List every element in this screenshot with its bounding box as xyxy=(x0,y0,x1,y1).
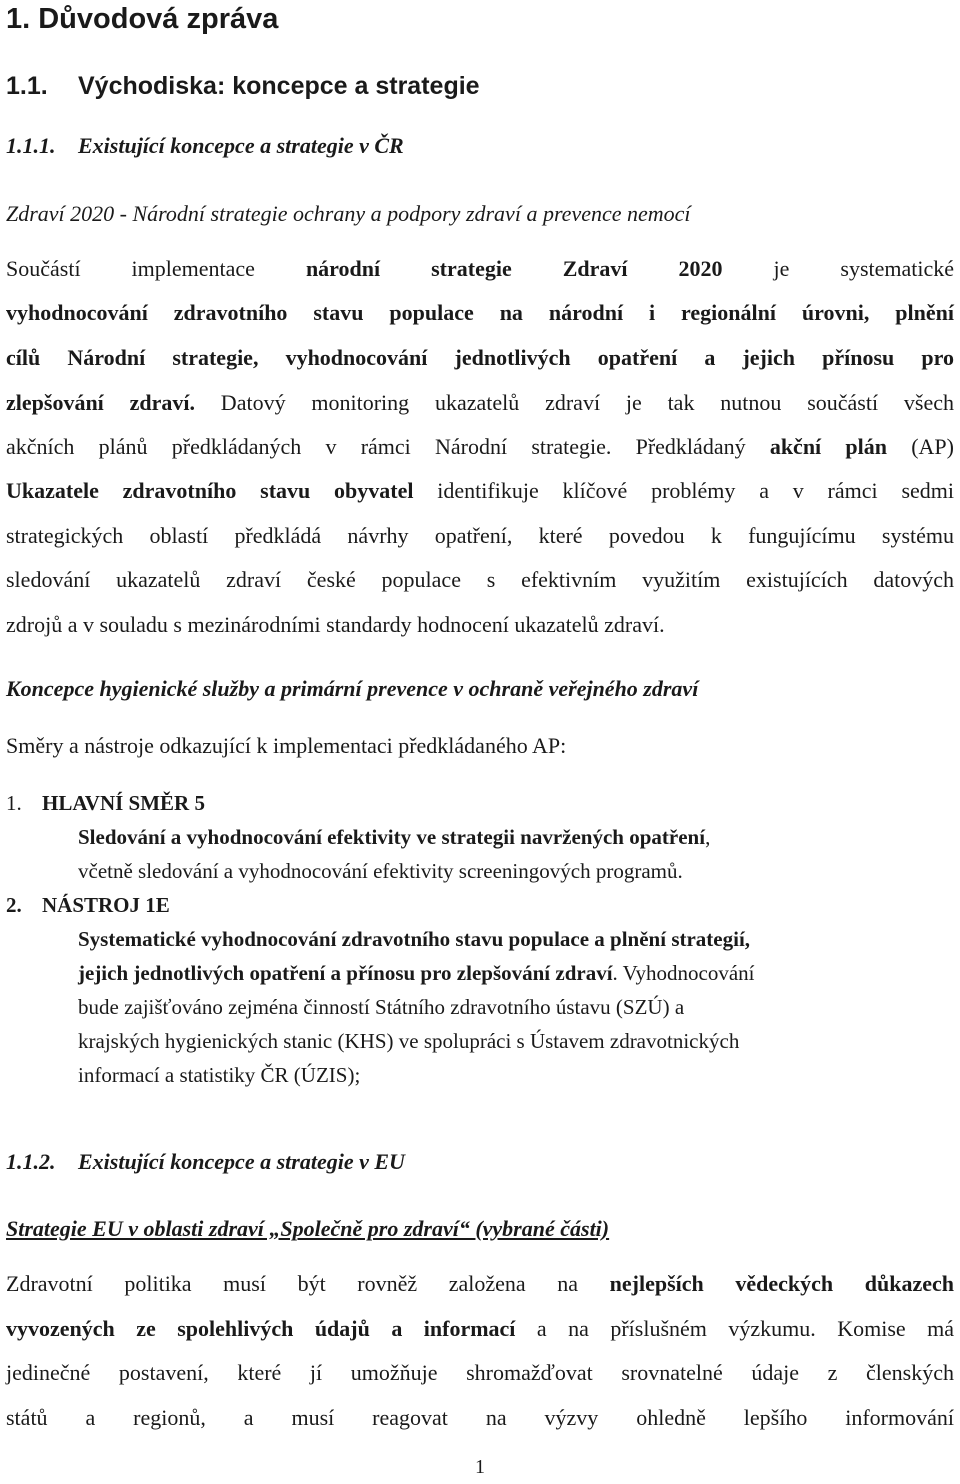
list-line: bude zajišťováno zejména činností Státního zdravotního ústavu (SZÚ) a xyxy=(78,995,685,1019)
p2-text: Zdravotní politika musí být rovněž založena na xyxy=(6,1271,610,1296)
p1-bold: zlepšování zdraví. xyxy=(6,390,195,415)
p1-bold: akční plán xyxy=(769,434,887,459)
section-title-eu-strategy: Strategie EU v oblasti zdraví „Společně pro zdraví“ (vybrané části) xyxy=(6,1216,610,1241)
p1-line-3: cílů Národní strategie, vyhodnocování jednotlivých opatření a jejich přínosu pro xyxy=(6,345,954,370)
p1-bold: Ukazatele zdravotního stavu obyvatel xyxy=(6,478,414,503)
p1-text: Datový monitoring ukazatelů zdraví je tak nutnou součástí všech xyxy=(194,390,954,415)
p2-text: a na příslušném výzkumu. Komise má xyxy=(515,1316,954,1341)
p2-bold: vyvozených ze spolehlivých údajů a informací xyxy=(6,1316,516,1341)
list-number: 1. xyxy=(6,791,22,815)
heading-3-number: 1.1.1. xyxy=(6,133,56,158)
p1-text: (AP) xyxy=(886,434,954,459)
list-text: . Vyhodnocování xyxy=(612,961,755,985)
heading-3-eu-number: 1.1.2. xyxy=(6,1149,56,1174)
heading-2-title: Východiska: koncepce a strategie xyxy=(78,72,480,100)
list-line xyxy=(78,956,754,990)
p2-line-4: států a regionů, a musí reagovat na výzvy ohledně lepšího informování xyxy=(6,1405,954,1430)
list-bold: Sledování a vyhodnocování efektivity ve strategii navržených opatření xyxy=(78,825,706,849)
list-line: informací a statistiky ČR (ÚZIS); xyxy=(78,1063,361,1087)
directions-intro: Směry a nástroje odkazující k implementaci předkládaného AP: xyxy=(6,733,567,758)
list-line: krajských hygienických stanic (KHS) ve spolupráci s Ústavem zdravotnických xyxy=(78,1029,740,1053)
p1-bold: národní strategie Zdraví 2020 xyxy=(305,256,723,281)
p2-line-1 xyxy=(6,1262,954,1307)
p1-line-2: vyhodnocování zdravotního stavu populace na národní i regionální úrovni, plnění xyxy=(6,300,954,325)
p2-line-2 xyxy=(6,1307,954,1352)
p2-bold: nejlepších vědeckých důkazech xyxy=(609,1271,954,1296)
section-title-zdravi-2020: Zdraví 2020 - Národní strategie ochrany a podpory zdraví a prevence nemocí xyxy=(6,201,691,226)
p1-line-9: zdrojů a v souladu s mezinárodními standardy hodnocení ukazatelů zdraví. xyxy=(6,612,665,637)
p1-text: identifikuje klíčové problémy a v rámci sedmi xyxy=(413,478,954,503)
list-bold: jejich jednotlivých opatření a přínosu pro zlepšování zdraví xyxy=(78,961,613,985)
p2-line-3: jedinečné postavení, které jí umožňuje shromažďovat srovnatelné údaje z členských xyxy=(6,1360,954,1385)
p1-line-1 xyxy=(6,247,954,292)
section-title-hygiene: Koncepce hygienické služby a primární prevence v ochraně veřejného zdraví xyxy=(6,676,699,701)
p1-text: je systematické xyxy=(722,256,955,281)
p1-line-5 xyxy=(6,425,954,470)
page-number: 1 xyxy=(475,1456,485,1478)
p1-line-4 xyxy=(6,381,954,426)
p1-text: akčních plánů předkládaných v rámci Národní strategie. Předkládaný xyxy=(6,434,770,459)
heading-2-number: 1.1. xyxy=(6,72,48,100)
p1-line-7: strategických oblastí předkládá návrhy opatření, které povedou k fungujícímu systému xyxy=(6,523,954,548)
p1-line-6 xyxy=(6,469,954,514)
list-heading: NÁSTROJ 1E xyxy=(42,893,170,917)
list-number: 2. xyxy=(6,893,22,917)
list-line: včetně sledování a vyhodnocování efektivity screeningových programů. xyxy=(78,859,683,883)
list-text: , xyxy=(705,825,711,849)
list-heading: HLAVNÍ SMĚR 5 xyxy=(42,791,205,815)
heading-3-eu-title: Existující koncepce a strategie v EU xyxy=(78,1149,405,1174)
list-line: Systematické vyhodnocování zdravotního stavu populace a plnění strategií, xyxy=(78,927,751,951)
heading-3-title: Existující koncepce a strategie v ČR xyxy=(78,133,404,158)
list-line xyxy=(78,820,710,854)
p1-text: Součástí implementace xyxy=(6,256,306,281)
heading-1: 1. Důvodová zpráva xyxy=(6,3,279,35)
p1-line-8: sledování ukazatelů zdraví české populace s efektivním využitím existujících datových xyxy=(6,567,954,592)
